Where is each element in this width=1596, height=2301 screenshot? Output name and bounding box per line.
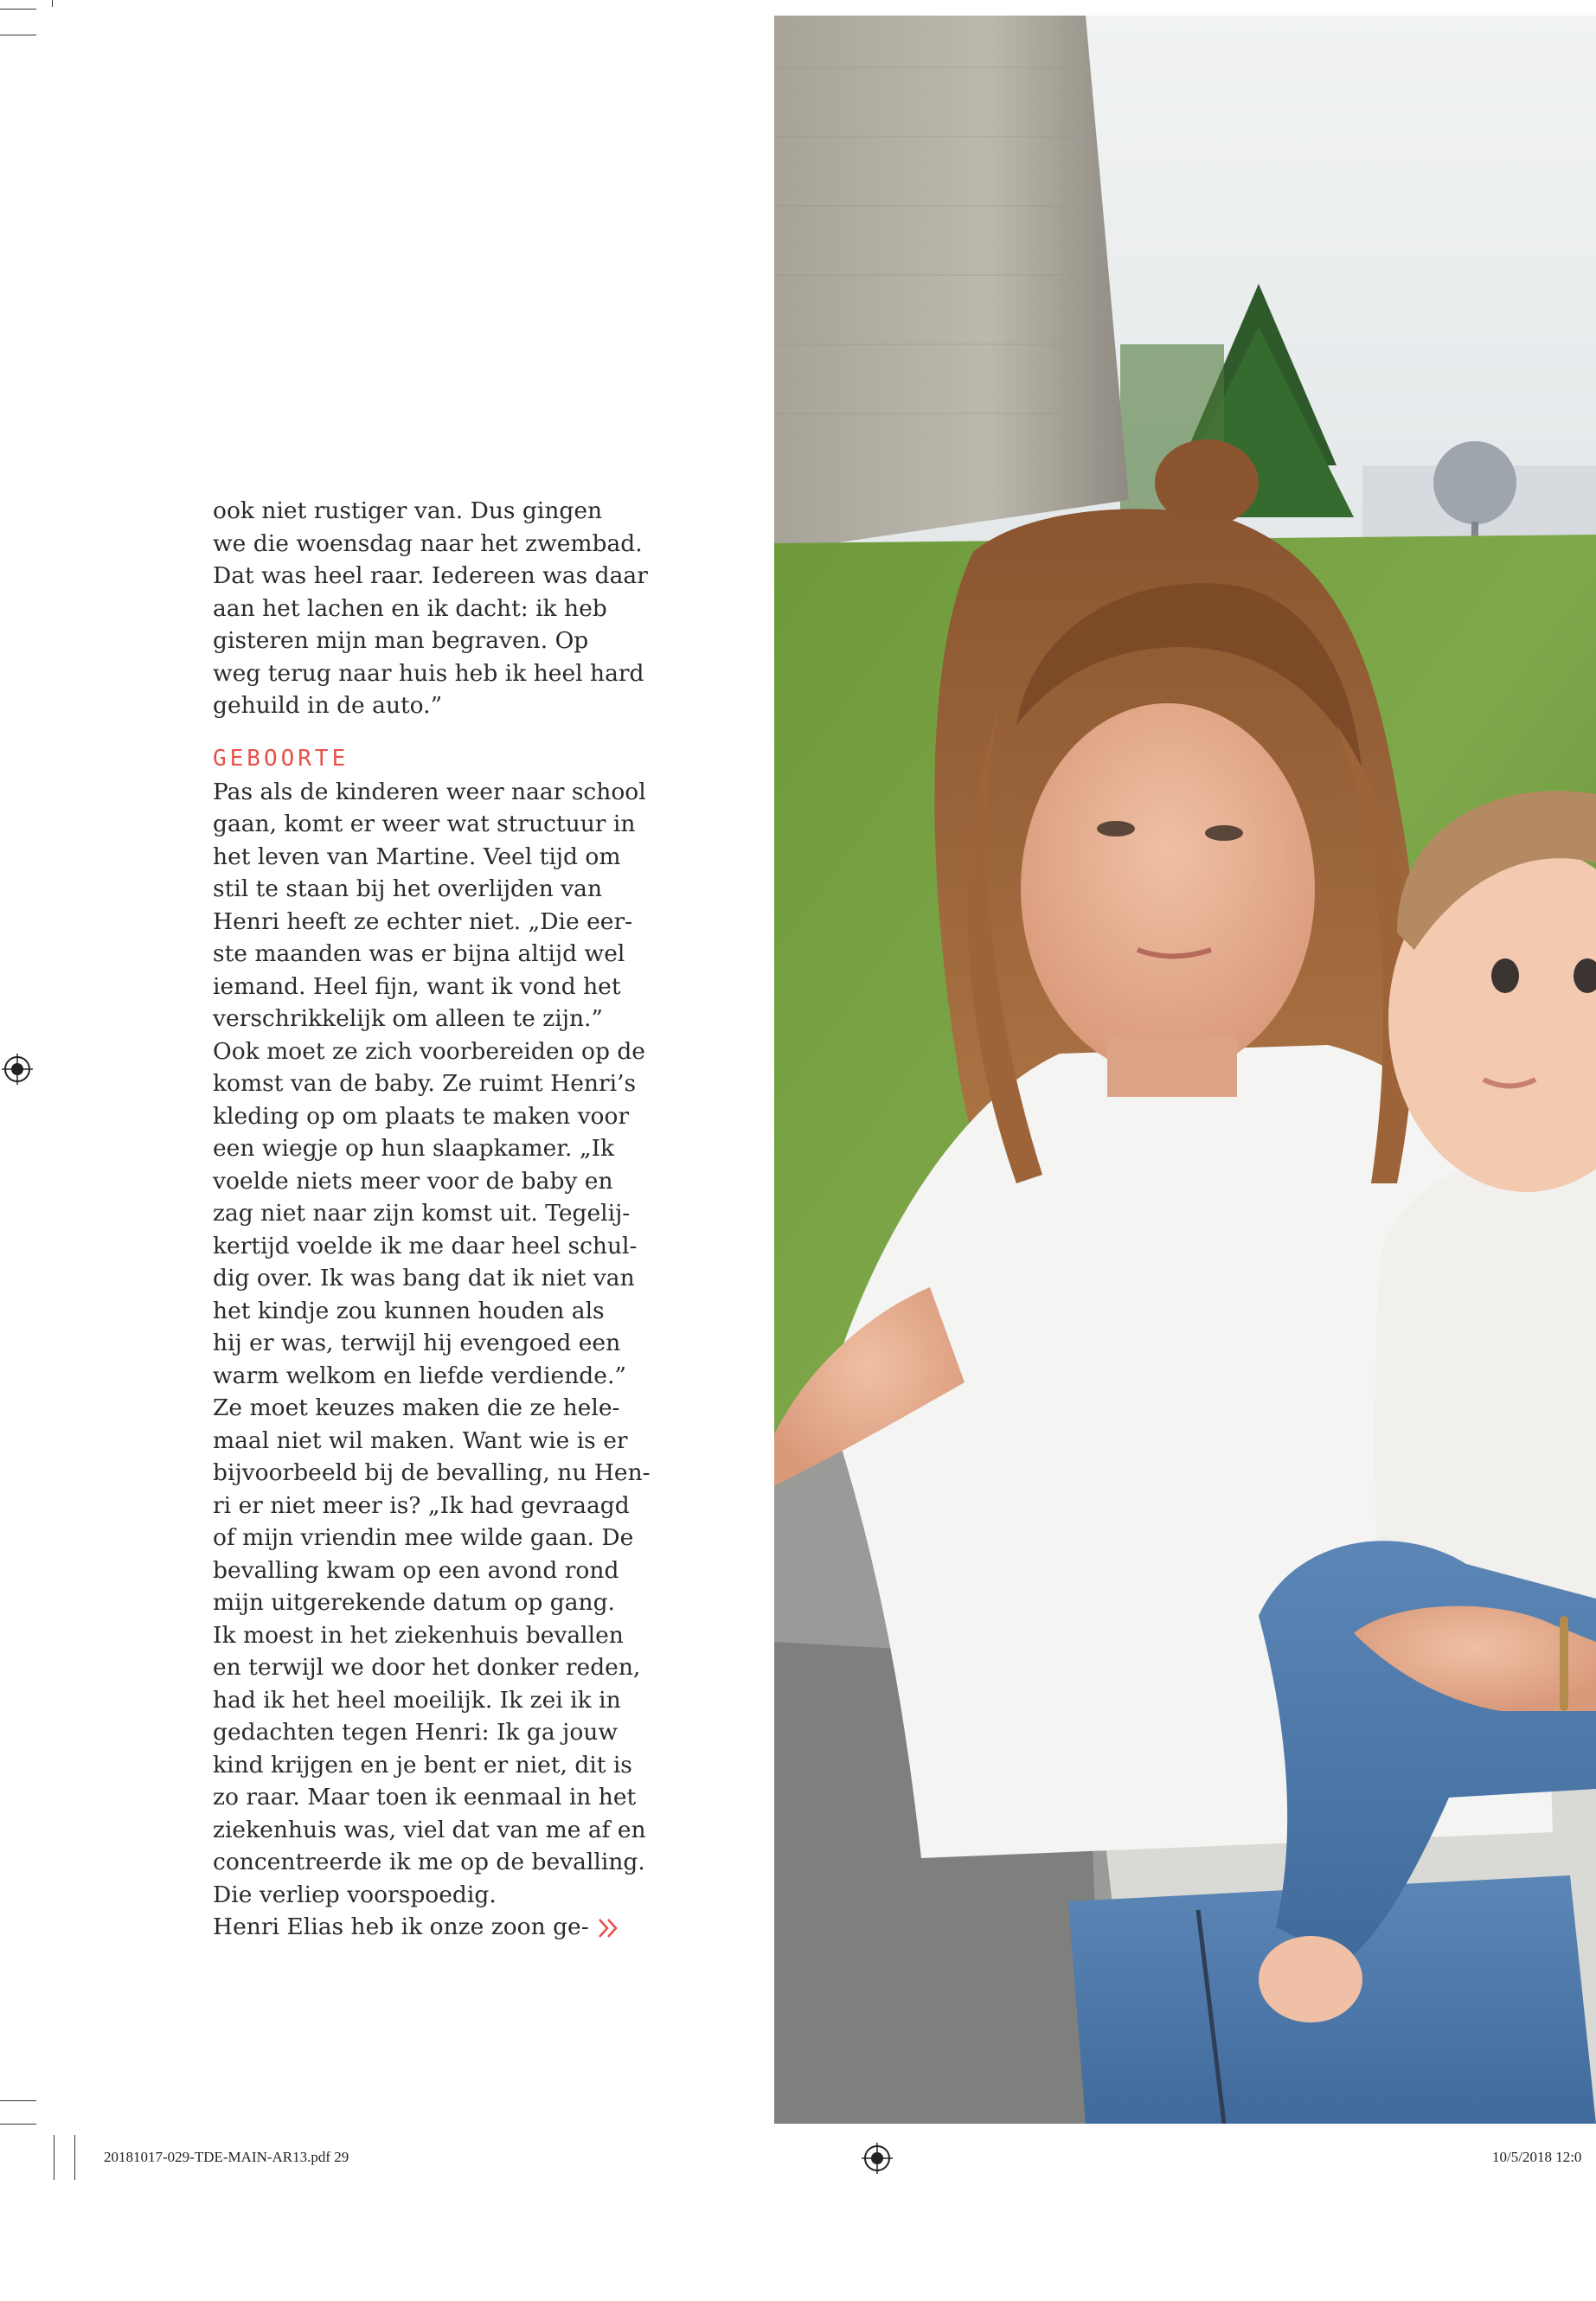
body-line: kind krijgen en je bent er niet, dit is — [213, 1751, 632, 1779]
body-line: verschrikkelijk om alleen te zijn.” — [213, 1005, 603, 1032]
crop-mark — [0, 9, 36, 10]
body-line: warm welkom en liefde verdiende.” — [213, 1362, 626, 1389]
body-line: het kindje zou kunnen houden als — [213, 1297, 605, 1324]
registration-mark-icon — [862, 2143, 893, 2174]
body-line: gehuild in de auto.” — [213, 692, 443, 719]
body-line: ri er niet meer is? „Ik had gevraagd — [213, 1491, 630, 1519]
crop-mark — [52, 0, 53, 7]
body-line: een wiegje op hun slaapkamer. „Ik — [213, 1135, 615, 1162]
body-line: zo raar. Maar toen ik eenmaal in het — [213, 1784, 637, 1811]
body-line: bijvoorbeeld bij de bevalling, nu Hen- — [213, 1459, 651, 1486]
body-line: Die verliep voorspoedig. — [213, 1881, 497, 1908]
body-line: gaan, komt er weer wat structuur in — [213, 811, 636, 837]
section-heading: GEBOORTE — [213, 745, 349, 772]
body-line: had ik het heel moeilijk. Ik zei ik in — [213, 1686, 621, 1714]
body-line: kertijd voelde ik me daar heel schul- — [213, 1232, 638, 1259]
body-line: Pas als de kinderen weer naar school — [213, 778, 646, 805]
body-line: komst van de baby. Ze ruimt Henri’s — [213, 1070, 637, 1097]
body-line: Ze moet keuzes maken die ze hele- — [213, 1394, 620, 1421]
body-line: Ik moest in het ziekenhuis bevallen — [213, 1621, 624, 1649]
body-line: we die woensdag naar het zwembad. — [213, 529, 643, 557]
body-line: kleding op om plaats te maken voor — [213, 1102, 630, 1130]
double-chevron-right-icon — [596, 1917, 622, 1939]
footer-date-slug: 10/5/2018 12:0 — [1492, 2149, 1582, 2165]
body-line: aan het lachen en ik dacht: ik heb — [213, 594, 607, 622]
article-body — [213, 495, 651, 1944]
photo-illustration — [774, 16, 1596, 2124]
crop-mark — [74, 2135, 75, 2180]
body-line: stil te staan bij het overlijden van — [213, 875, 603, 902]
body-line: ste maanden was er bijna altijd wel — [213, 940, 625, 967]
body-line: gisteren mijn man begraven. Op — [213, 627, 589, 654]
photo-woman-holding-baby — [774, 16, 1596, 2124]
body-line: Henri heeft ze echter niet. „Die eer- — [213, 907, 633, 935]
body-line: gedachten tegen Henri: Ik ga jouw — [213, 1719, 619, 1746]
body-line: hij er was, terwijl hij evengoed een — [213, 1330, 621, 1356]
body-line: dig over. Ik was bang dat ik niet van — [213, 1265, 635, 1292]
body-line: het leven van Martine. Veel tijd om — [213, 843, 621, 870]
body-line: iemand. Heel fijn, want ik vond het — [213, 972, 621, 1000]
body-line: maal niet wil maken. Want wie is er — [213, 1426, 628, 1454]
body-line: of mijn vriendin mee wilde gaan. De — [213, 1524, 634, 1551]
crop-mark — [0, 2100, 36, 2101]
registration-mark-icon — [2, 1054, 33, 1085]
crop-mark — [0, 2124, 36, 2125]
body-line: weg terug naar huis heb ik heel hard — [213, 659, 644, 687]
body-line: concentreerde ik me op de bevalling. — [213, 1849, 645, 1875]
body-line: zag niet naar zijn komst uit. Tegelij- — [213, 1200, 631, 1227]
body-line: ziekenhuis was, viel dat van me af en — [213, 1816, 646, 1843]
body-line: mijn uitgerekende datum op gang. — [213, 1589, 615, 1616]
body-line-continued — [213, 1911, 619, 1944]
body-line: Ook moet ze zich voorbereiden op de — [213, 1037, 645, 1065]
footer-file-slug: 20181017-029-TDE-MAIN-AR13.pdf 29 — [104, 2149, 349, 2165]
body-line: voelde niets meer voor de baby en — [213, 1167, 613, 1195]
body-line: bevalling kwam op een avond rond — [213, 1556, 619, 1584]
body-line: en terwijl we door het donker reden, — [213, 1654, 641, 1681]
last-line-text: Henri Elias heb ik onze zoon ge- — [213, 1913, 589, 1940]
body-line: ook niet rustiger van. Dus gingen — [213, 497, 603, 524]
body-line: Dat was heel raar. Iedereen was daar — [213, 562, 648, 589]
